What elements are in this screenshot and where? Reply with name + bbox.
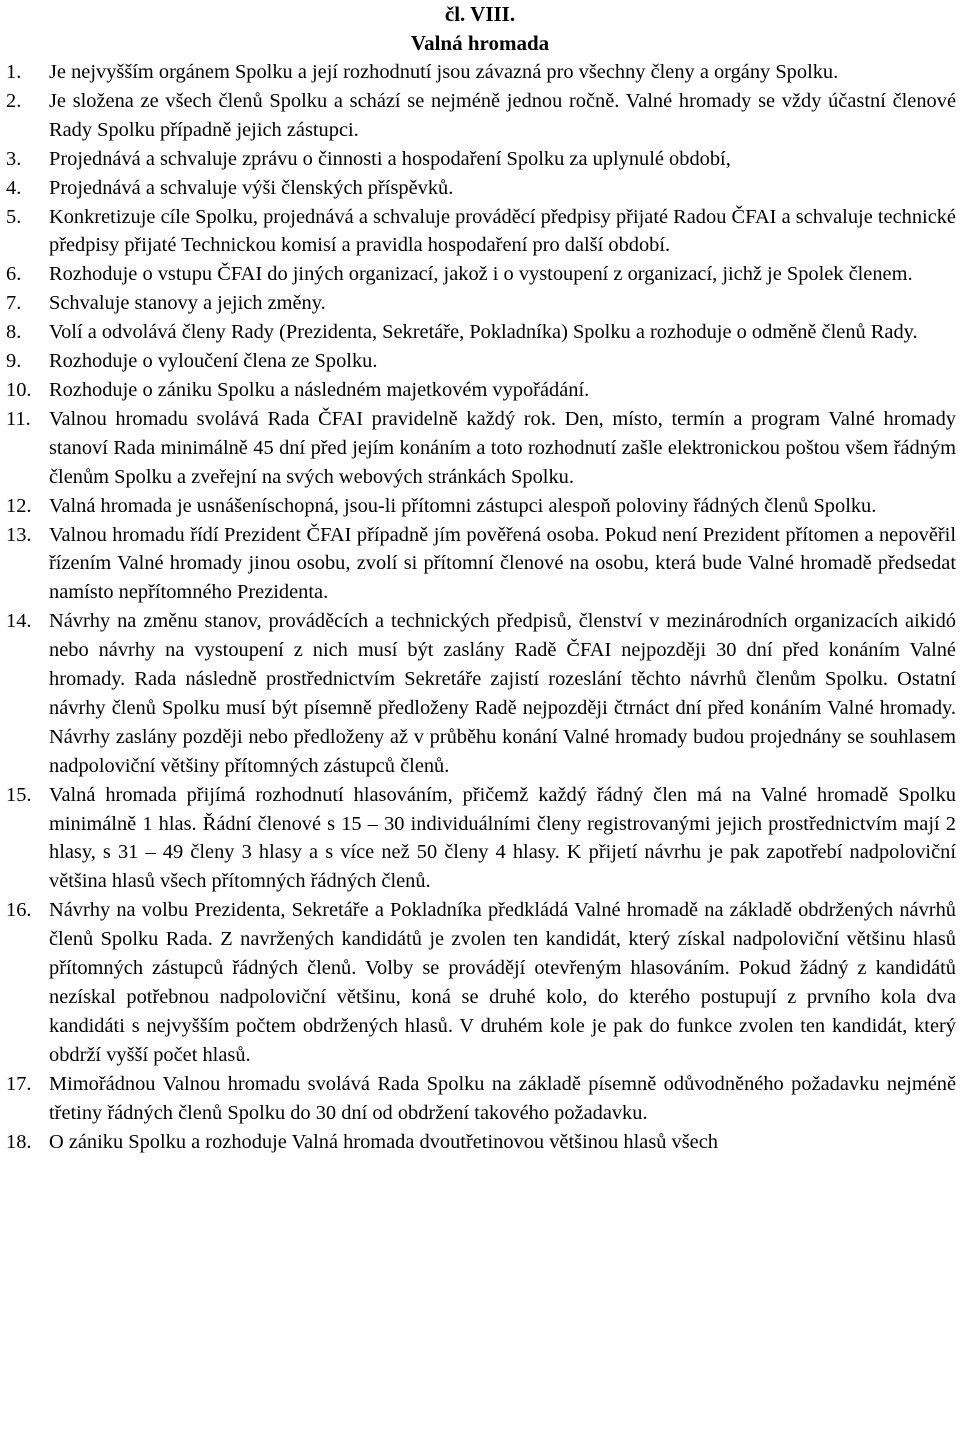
item-number: 15. <box>6 783 32 806</box>
list-item <box>6 405 960 492</box>
item-number: 17. <box>6 1072 32 1095</box>
item-number: 14. <box>6 610 32 633</box>
item-text: Konkretizuje cíle Spolku, projednává a schvaluje prováděcí předpisy přijaté Radou ČFAI a schvaluje technické předpisy přijaté Technickou komisí a pravidla hospodaření pro další období. <box>49 205 956 257</box>
list-item <box>6 896 960 1069</box>
item-text: O zániku Spolku a rozhoduje Valná hromada dvoutřetinovou většinou hlasů všech <box>49 1130 718 1153</box>
item-number: 7. <box>6 292 22 315</box>
list-item <box>6 58 960 87</box>
item-text: Valnou hromadu svolává Rada ČFAI pravidelně každý rok. Den, místo, termín a program Valné hromady stanoví Rada minimálně 45 dní před jejím konáním a toto rozhodnutí zašle elektronickou poštou všem řádným členům Spolku a zveřejní na svých webových stránkách Spolku. <box>49 407 956 488</box>
item-number: 5. <box>6 205 22 228</box>
item-number: 11. <box>6 407 31 430</box>
article-items-list <box>0 58 960 1156</box>
item-text: Návrhy na změnu stanov, prováděcích a technických předpisů, členství v mezinárodních organizacích aikidó nebo návrhy na vystoupení z nich musí být zaslány Radě ČFAI nejpozději 30 dní před konáním Valné hromady. Rada následně prostřednictvím Sekretáře zajistí rozeslání těchto návrhů členům Spolku. Ostatní návrhy členů Spolku musí být písemně předloženy Radě nejpozději čtrnáct dní před konáním Valné hromady. Návrhy zaslány později nebo předloženy až v průběhu konání Valné hromady budou projednány se souhlasem nadpoloviční většiny přítomných zástupců členů. <box>49 610 956 777</box>
list-item <box>6 607 960 780</box>
item-text: Rozhoduje o vstupu ČFAI do jiných organizací, jakož i o vystoupení z organizací, jichž je Spolek členem. <box>49 263 913 286</box>
list-item <box>6 781 960 897</box>
item-number: 6. <box>6 263 22 286</box>
item-number: 1. <box>6 61 22 83</box>
article-title: Valná hromada <box>410 31 550 55</box>
list-item <box>6 145 960 174</box>
item-number: 2. <box>6 89 22 112</box>
list-item <box>6 492 960 521</box>
item-number: 16. <box>6 899 32 922</box>
item-text: Volí a odvolává členy Rady (Prezidenta, Sekretáře, Pokladníka) Spolku a rozhoduje o odměně členů Rady. <box>49 321 918 344</box>
item-text: Rozhoduje o vyloučení člena ze Spolku. <box>49 350 378 373</box>
list-item <box>6 347 960 376</box>
item-text: Je nejvyšším orgánem Spolku a její rozhodnutí jsou závazná pro všechny členy a orgány Spolku. <box>49 61 839 83</box>
item-number: 13. <box>6 523 32 546</box>
article-number: čl. VIII. <box>444 2 516 26</box>
list-item <box>6 1070 960 1128</box>
list-item <box>6 289 960 318</box>
item-text: Valnou hromadu řídí Prezident ČFAI případně jím pověřená osoba. Pokud není Prezident přítomen a nepověřil řízením Valné hromady jinou osobu, zvolí si přítomní členové na osobu, která bude Valné hromadě předsedat namísto nepřítomného Prezidenta. <box>49 523 956 604</box>
article-header <box>0 0 960 58</box>
item-text: Rozhoduje o zániku Spolku a následném majetkovém vypořádání. <box>49 378 590 401</box>
item-text: Projednává a schvaluje zprávu o činnosti a hospodaření Spolku za uplynulé období, <box>49 147 731 170</box>
list-item <box>6 521 960 608</box>
item-text: Mimořádnou Valnou hromadu svolává Rada Spolku na základě písemně odůvodněného požadavku nejméně třetiny řádných členů Spolku do 30 dní od obdržení takového požadavku. <box>49 1072 956 1124</box>
item-text: Valná hromada je usnášeníschopná, jsou-li přítomni zástupci alespoň poloviny řádných členů Spolku. <box>49 494 877 517</box>
item-text: Je složena ze všech členů Spolku a schází se nejméně jednou ročně. Valné hromady se vždy účastní členové Rady Spolku případně jejich zástupci. <box>49 89 956 141</box>
item-text: Projednává a schvaluje výši členských příspěvků. <box>49 176 454 199</box>
item-number: 10. <box>6 378 32 401</box>
list-item <box>6 318 960 347</box>
item-text: Schvaluje stanovy a jejich změny. <box>49 292 326 315</box>
item-number: 4. <box>6 176 22 199</box>
item-number: 9. <box>6 350 22 373</box>
list-item <box>6 87 960 145</box>
item-number: 3. <box>6 147 22 170</box>
list-item <box>6 203 960 261</box>
item-text: Návrhy na volbu Prezidenta, Sekretáře a Pokladníka předkládá Valné hromadě na základě obdržených návrhů členů Spolku Rada. Z navržených kandidátů je zvolen ten kandidát, který získal nadpoloviční většinu hlasů přítomných zástupců řádných členů. Volby se provádějí otevřeným hlasováním. Pokud žádný z kandidátů nezískal potřebnou nadpoloviční většinu, koná se druhé kolo, do kterého postupují z prvního kola dva kandidáti s nejvyšším počtem obdržených hlasů. V druhém kole je pak do funkce zvolen ten kandidát, který obdrží vyšší počet hlasů. <box>49 899 956 1066</box>
list-item <box>6 376 960 405</box>
list-item <box>6 260 960 289</box>
item-number: 12. <box>6 494 32 517</box>
list-item <box>6 174 960 203</box>
list-item <box>6 1128 960 1157</box>
item-number: 18. <box>6 1130 32 1153</box>
item-text: Valná hromada přijímá rozhodnutí hlasováním, přičemž každý řádný člen má na Valné hromadě Spolku minimálně 1 hlas. Řádní členové s 15 – 30 individuálními členy registrovanými jejich prostřednictvím mají 2 hlasy, s 31 – 49 členy 3 hlasy a s více než 50 členy 4 hlasy. K přijetí návrhu je pak zapotřebí nadpoloviční většina hlasů všech přítomných řádných členů. <box>49 783 956 893</box>
item-number: 8. <box>6 321 22 344</box>
